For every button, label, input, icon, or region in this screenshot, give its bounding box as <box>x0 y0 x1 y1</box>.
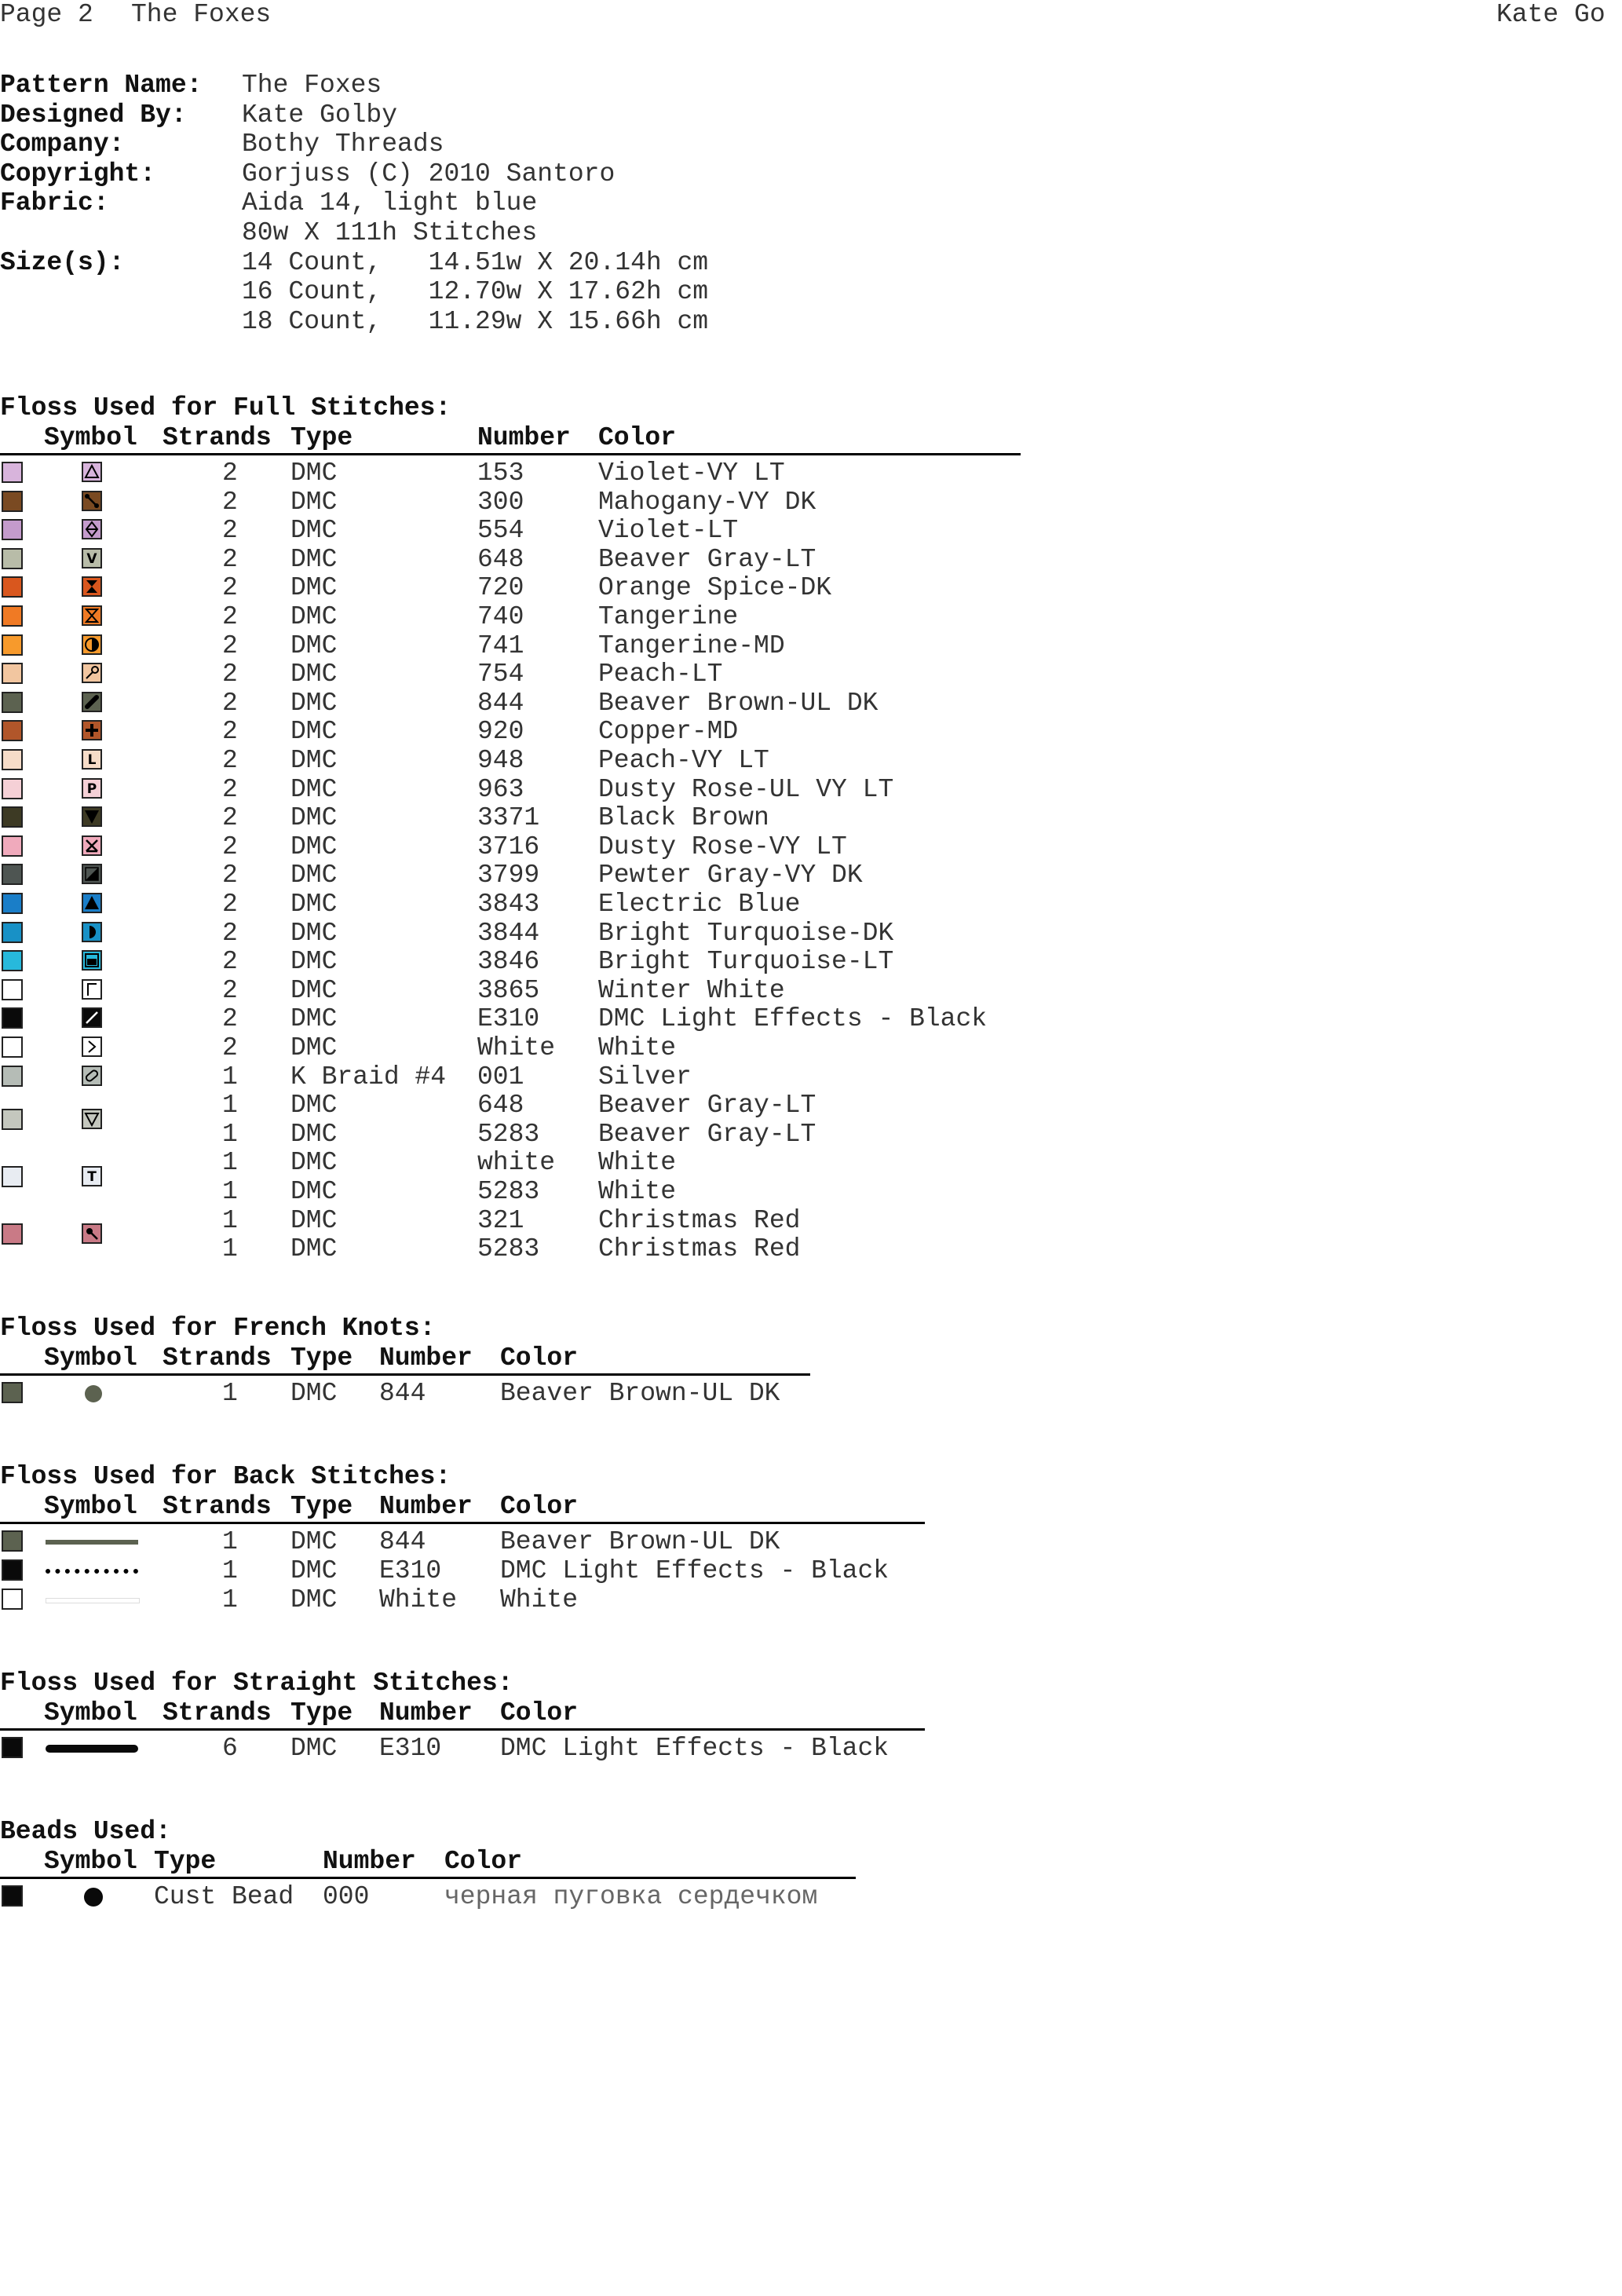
type-cell: DMC <box>290 1585 338 1614</box>
color-name-cell: Beaver Gray-LT <box>598 1119 816 1149</box>
type-cell: DMC <box>290 1004 338 1034</box>
type-cell: DMC <box>290 660 338 689</box>
number-cell: 648 <box>477 544 524 574</box>
number-cell: 554 <box>477 516 524 546</box>
number-cell: 321 <box>477 1205 524 1235</box>
strands-cell: 1 <box>222 1091 238 1121</box>
color-name-cell: Orange Spice-DK <box>598 573 832 603</box>
type-cell: DMC <box>290 516 338 546</box>
number-cell: 3371 <box>477 803 540 833</box>
strands-cell: 1 <box>222 1379 238 1408</box>
type-cell: DMC <box>290 975 338 1005</box>
column-header-strands: Strands <box>163 1492 272 1521</box>
column-header-color: Color <box>444 1847 523 1876</box>
column-header-strands: Strands <box>163 1344 272 1373</box>
type-cell: DMC <box>290 1734 338 1763</box>
color-swatch <box>2 1382 23 1403</box>
stitch-symbol-icon <box>82 1223 102 1244</box>
strands-cell: 2 <box>222 1033 238 1062</box>
color-swatch <box>2 491 23 512</box>
number-cell: 001 <box>477 1062 524 1091</box>
color-name-cell: Beaver Gray-LT <box>598 1091 816 1121</box>
stitch-symbol-icon <box>82 1166 102 1186</box>
color-name-cell: Beaver Gray-LT <box>598 544 816 574</box>
number-cell: 5283 <box>477 1177 540 1206</box>
type-cell: DMC <box>290 1234 338 1264</box>
color-swatch <box>2 576 23 598</box>
svg-text:P: P <box>86 781 97 797</box>
color-swatch <box>2 778 23 799</box>
type-cell: DMC <box>290 717 338 747</box>
type-cell: DMC <box>290 487 338 517</box>
info-value: Gorjuss (C) 2010 Santoro <box>242 159 616 188</box>
color-name-cell: Dusty Rose-VY LT <box>598 832 847 861</box>
number-cell: 844 <box>477 688 524 718</box>
section-title: Beads Used: <box>0 1817 171 1846</box>
stitch-symbol-icon <box>82 778 102 799</box>
strands-cell: 1 <box>222 1205 238 1235</box>
color-name-cell: Violet-LT <box>598 516 739 546</box>
color-swatch <box>2 1036 23 1058</box>
strands-cell: 2 <box>222 832 238 861</box>
type-cell: DMC <box>290 1527 338 1556</box>
strands-cell: 2 <box>222 947 238 977</box>
column-header-number: Number <box>323 1847 416 1876</box>
stitch-symbol-icon <box>82 548 102 569</box>
type-cell: Cust Bead <box>154 1882 294 1911</box>
number-cell: 648 <box>477 1091 524 1121</box>
type-cell: DMC <box>290 544 338 574</box>
color-swatch <box>2 720 23 741</box>
number-cell: White <box>477 1033 556 1062</box>
strands-cell: 2 <box>222 573 238 603</box>
table-rule <box>0 1728 925 1731</box>
number-cell: 3843 <box>477 890 540 919</box>
number-cell: 5283 <box>477 1234 540 1264</box>
color-name-cell: Bright Turquoise-DK <box>598 918 894 948</box>
stitch-symbol-icon <box>82 634 102 655</box>
color-swatch <box>2 1007 23 1029</box>
column-header-type: Type <box>290 1698 353 1727</box>
color-swatch <box>2 519 23 540</box>
number-cell: 3865 <box>477 975 540 1005</box>
type-cell: DMC <box>290 1205 338 1235</box>
color-swatch <box>2 634 23 656</box>
page-header-author: Kate Go <box>1496 0 1606 29</box>
stitch-symbol-icon <box>82 720 102 740</box>
type-cell: DMC <box>290 918 338 948</box>
straight-stitch-line-icon <box>46 1745 138 1753</box>
color-name-cell: Tangerine-MD <box>598 631 785 660</box>
number-cell: 920 <box>477 717 524 747</box>
column-header-strands: Strands <box>163 423 272 452</box>
column-header-number: Number <box>379 1698 473 1727</box>
column-header-color: Color <box>500 1698 579 1727</box>
stitch-symbol-icon <box>82 605 102 626</box>
strands-cell: 2 <box>222 861 238 890</box>
strands-cell: 2 <box>222 602 238 631</box>
number-cell: 153 <box>477 459 524 488</box>
section-title: Floss Used for Straight Stitches: <box>0 1669 513 1698</box>
strands-cell: 1 <box>222 1119 238 1149</box>
color-swatch <box>2 1885 23 1907</box>
color-name-cell: Pewter Gray-VY DK <box>598 861 863 890</box>
french-knot-icon <box>85 1385 102 1402</box>
type-cell: DMC <box>290 890 338 919</box>
color-swatch <box>2 1737 23 1758</box>
number-cell: 754 <box>477 660 524 689</box>
back-stitch-line-icon <box>46 1598 140 1603</box>
type-cell: DMC <box>290 1119 338 1149</box>
strands-cell: 1 <box>222 1234 238 1264</box>
color-name-cell: Beaver Brown-UL DK <box>598 688 879 718</box>
type-cell: DMC <box>290 1177 338 1206</box>
strands-cell: 1 <box>222 1148 238 1178</box>
column-header-type: Type <box>154 1847 217 1876</box>
strands-cell: 1 <box>222 1585 238 1614</box>
section-title: Floss Used for Back Stitches: <box>0 1462 451 1491</box>
column-header-strands: Strands <box>163 1698 272 1727</box>
stitch-symbol-icon <box>82 519 102 539</box>
strands-cell: 2 <box>222 487 238 517</box>
color-swatch <box>2 864 23 885</box>
column-header-symbol: Symbol <box>44 1344 137 1373</box>
info-label: Company: <box>0 130 125 159</box>
stitch-symbol-icon <box>82 576 102 597</box>
column-header-type: Type <box>290 1492 353 1521</box>
stitch-symbol-icon <box>82 864 102 884</box>
section-title: Floss Used for Full Stitches: <box>0 393 451 422</box>
info-label: Pattern Name: <box>0 71 203 100</box>
stitch-symbol-icon <box>82 950 102 971</box>
number-cell: 948 <box>477 746 524 775</box>
stitch-symbol-icon <box>82 491 102 511</box>
number-cell: E310 <box>379 1734 442 1763</box>
column-header-number: Number <box>379 1344 473 1373</box>
type-cell: DMC <box>290 602 338 631</box>
number-cell: 000 <box>323 1882 370 1911</box>
color-name-cell: DMC Light Effects - Black <box>598 1004 988 1034</box>
bead-icon <box>84 1888 103 1907</box>
color-swatch <box>2 950 23 971</box>
number-cell: 3844 <box>477 918 540 948</box>
number-cell: 3799 <box>477 861 540 890</box>
type-cell: DMC <box>290 803 338 833</box>
color-name-cell: DMC Light Effects - Black <box>500 1734 890 1763</box>
number-cell: 844 <box>379 1527 426 1556</box>
table-rule <box>0 453 1021 455</box>
color-swatch <box>2 922 23 943</box>
strands-cell: 2 <box>222 688 238 718</box>
color-swatch <box>2 1223 23 1245</box>
type-cell: DMC <box>290 947 338 977</box>
column-header-type: Type <box>290 423 353 452</box>
section-title: Floss Used for French Knots: <box>0 1314 436 1343</box>
type-cell: DMC <box>290 688 338 718</box>
info-value: 14 Count, 14.51w X 20.14h cm <box>242 247 709 277</box>
strands-cell: 1 <box>222 1556 238 1585</box>
number-cell: White <box>379 1585 458 1614</box>
number-cell: 740 <box>477 602 524 631</box>
color-name-cell: White <box>598 1033 677 1062</box>
number-cell: E310 <box>379 1556 442 1585</box>
color-name-cell: Electric Blue <box>598 890 801 919</box>
color-name-cell: Beaver Brown-UL DK <box>500 1379 780 1408</box>
type-cell: DMC <box>290 1033 338 1062</box>
strands-cell: 2 <box>222 544 238 574</box>
type-cell: DMC <box>290 1556 338 1585</box>
column-header-symbol: Symbol <box>44 423 137 452</box>
column-header-symbol: Symbol <box>44 1492 137 1521</box>
number-cell: 741 <box>477 631 524 660</box>
type-cell: DMC <box>290 1091 338 1121</box>
strands-cell: 1 <box>222 1527 238 1556</box>
color-swatch <box>2 1589 23 1610</box>
type-cell: DMC <box>290 774 338 804</box>
info-value: Kate Golby <box>242 100 398 130</box>
color-swatch <box>2 1530 23 1552</box>
stitch-symbol-icon <box>82 749 102 770</box>
strands-cell: 2 <box>222 631 238 660</box>
table-rule <box>0 1373 810 1376</box>
color-name-cell: Dusty Rose-UL VY LT <box>598 774 894 804</box>
type-cell: DMC <box>290 746 338 775</box>
column-header-color: Color <box>500 1344 579 1373</box>
page-header-title: The Foxes <box>131 0 272 29</box>
stitch-symbol-icon <box>82 663 102 683</box>
number-cell: 3846 <box>477 947 540 977</box>
column-header-number: Number <box>477 423 571 452</box>
info-value: Bothy Threads <box>242 130 444 159</box>
info-label: Designed By: <box>0 100 187 130</box>
color-swatch <box>2 749 23 770</box>
type-cell: DMC <box>290 861 338 890</box>
color-swatch <box>2 1109 23 1130</box>
color-name-cell: черная пуговка сердечком <box>444 1882 818 1911</box>
type-cell: DMC <box>290 1379 338 1408</box>
strands-cell: 2 <box>222 918 238 948</box>
strands-cell: 2 <box>222 516 238 546</box>
color-name-cell: Mahogany-VY DK <box>598 487 816 517</box>
number-cell: 5283 <box>477 1119 540 1149</box>
stitch-symbol-icon <box>82 806 102 827</box>
color-name-cell: Bright Turquoise-LT <box>598 947 894 977</box>
table-rule <box>0 1522 925 1524</box>
color-name-cell: Violet-VY LT <box>598 459 785 488</box>
type-cell: DMC <box>290 573 338 603</box>
info-value: 16 Count, 12.70w X 17.62h cm <box>242 277 709 307</box>
color-swatch <box>2 893 23 914</box>
strands-cell: 2 <box>222 717 238 747</box>
page-number: Page 2 <box>0 0 93 29</box>
number-cell: E310 <box>477 1004 540 1034</box>
stitch-symbol-icon <box>82 1007 102 1028</box>
color-name-cell: Silver <box>598 1062 692 1091</box>
color-swatch <box>2 979 23 1000</box>
color-swatch <box>2 692 23 713</box>
strands-cell: 6 <box>222 1734 238 1763</box>
strands-cell: 2 <box>222 975 238 1005</box>
stitch-symbol-icon <box>82 922 102 942</box>
color-swatch <box>2 835 23 857</box>
back-stitch-line-icon <box>46 1569 138 1574</box>
number-cell: 844 <box>379 1379 426 1408</box>
type-cell: DMC <box>290 1148 338 1178</box>
strands-cell: 2 <box>222 459 238 488</box>
color-swatch <box>2 806 23 828</box>
strands-cell: 2 <box>222 803 238 833</box>
color-name-cell: Beaver Brown-UL DK <box>500 1527 780 1556</box>
type-cell: DMC <box>290 459 338 488</box>
back-stitch-line-icon <box>46 1540 138 1545</box>
color-name-cell: Tangerine <box>598 602 739 631</box>
strands-cell: 1 <box>222 1062 238 1091</box>
color-name-cell: DMC Light Effects - Black <box>500 1556 890 1585</box>
stitch-symbol-icon <box>82 835 102 856</box>
number-cell: white <box>477 1148 556 1178</box>
info-value: The Foxes <box>242 71 382 100</box>
number-cell: 3716 <box>477 832 540 861</box>
color-name-cell: Peach-VY LT <box>598 746 769 775</box>
type-cell: DMC <box>290 631 338 660</box>
color-name-cell: White <box>500 1585 579 1614</box>
color-name-cell: Black Brown <box>598 803 769 833</box>
svg-text:L: L <box>87 752 97 768</box>
number-cell: 720 <box>477 573 524 603</box>
stitch-symbol-icon <box>82 1066 102 1086</box>
info-label: Size(s): <box>0 247 125 277</box>
svg-text:V: V <box>86 550 97 567</box>
column-header-color: Color <box>500 1492 579 1521</box>
color-swatch <box>2 548 23 569</box>
info-label: Fabric: <box>0 188 109 218</box>
color-name-cell: Copper-MD <box>598 717 739 747</box>
stitch-symbol-icon <box>82 1109 102 1129</box>
color-name-cell: Christmas Red <box>598 1234 801 1264</box>
strands-cell: 2 <box>222 774 238 804</box>
color-name-cell: Winter White <box>598 975 785 1005</box>
color-swatch <box>2 462 23 483</box>
type-cell: K Braid #4 <box>290 1062 447 1091</box>
column-header-symbol: Symbol <box>44 1847 137 1876</box>
color-swatch <box>2 663 23 684</box>
color-swatch <box>2 605 23 627</box>
color-name-cell: Peach-LT <box>598 660 723 689</box>
color-swatch <box>2 1559 23 1581</box>
type-cell: DMC <box>290 832 338 861</box>
stitch-symbol-icon <box>82 979 102 1000</box>
stitch-symbol-icon <box>82 462 102 482</box>
color-name-cell: White <box>598 1148 677 1178</box>
column-header-color: Color <box>598 423 677 452</box>
column-header-number: Number <box>379 1492 473 1521</box>
color-swatch <box>2 1166 23 1187</box>
table-rule <box>0 1877 856 1879</box>
column-header-type: Type <box>290 1344 353 1373</box>
stitch-symbol-icon <box>82 692 102 712</box>
strands-cell: 2 <box>222 660 238 689</box>
column-header-symbol: Symbol <box>44 1698 137 1727</box>
number-cell: 300 <box>477 487 524 517</box>
color-name-cell: Christmas Red <box>598 1205 801 1235</box>
number-cell: 963 <box>477 774 524 804</box>
color-swatch <box>2 1066 23 1087</box>
stitch-symbol-icon <box>82 1036 102 1057</box>
info-value: Aida 14, light blue <box>242 188 538 218</box>
info-value: 80w X 111h Stitches <box>242 218 538 247</box>
strands-cell: 2 <box>222 746 238 775</box>
info-value: 18 Count, 11.29w X 15.66h cm <box>242 306 709 336</box>
svg-text:T: T <box>87 1168 97 1185</box>
color-name-cell: White <box>598 1177 677 1206</box>
strands-cell: 2 <box>222 1004 238 1034</box>
info-label: Copyright: <box>0 159 156 188</box>
strands-cell: 1 <box>222 1177 238 1206</box>
stitch-symbol-icon <box>82 893 102 913</box>
strands-cell: 2 <box>222 890 238 919</box>
